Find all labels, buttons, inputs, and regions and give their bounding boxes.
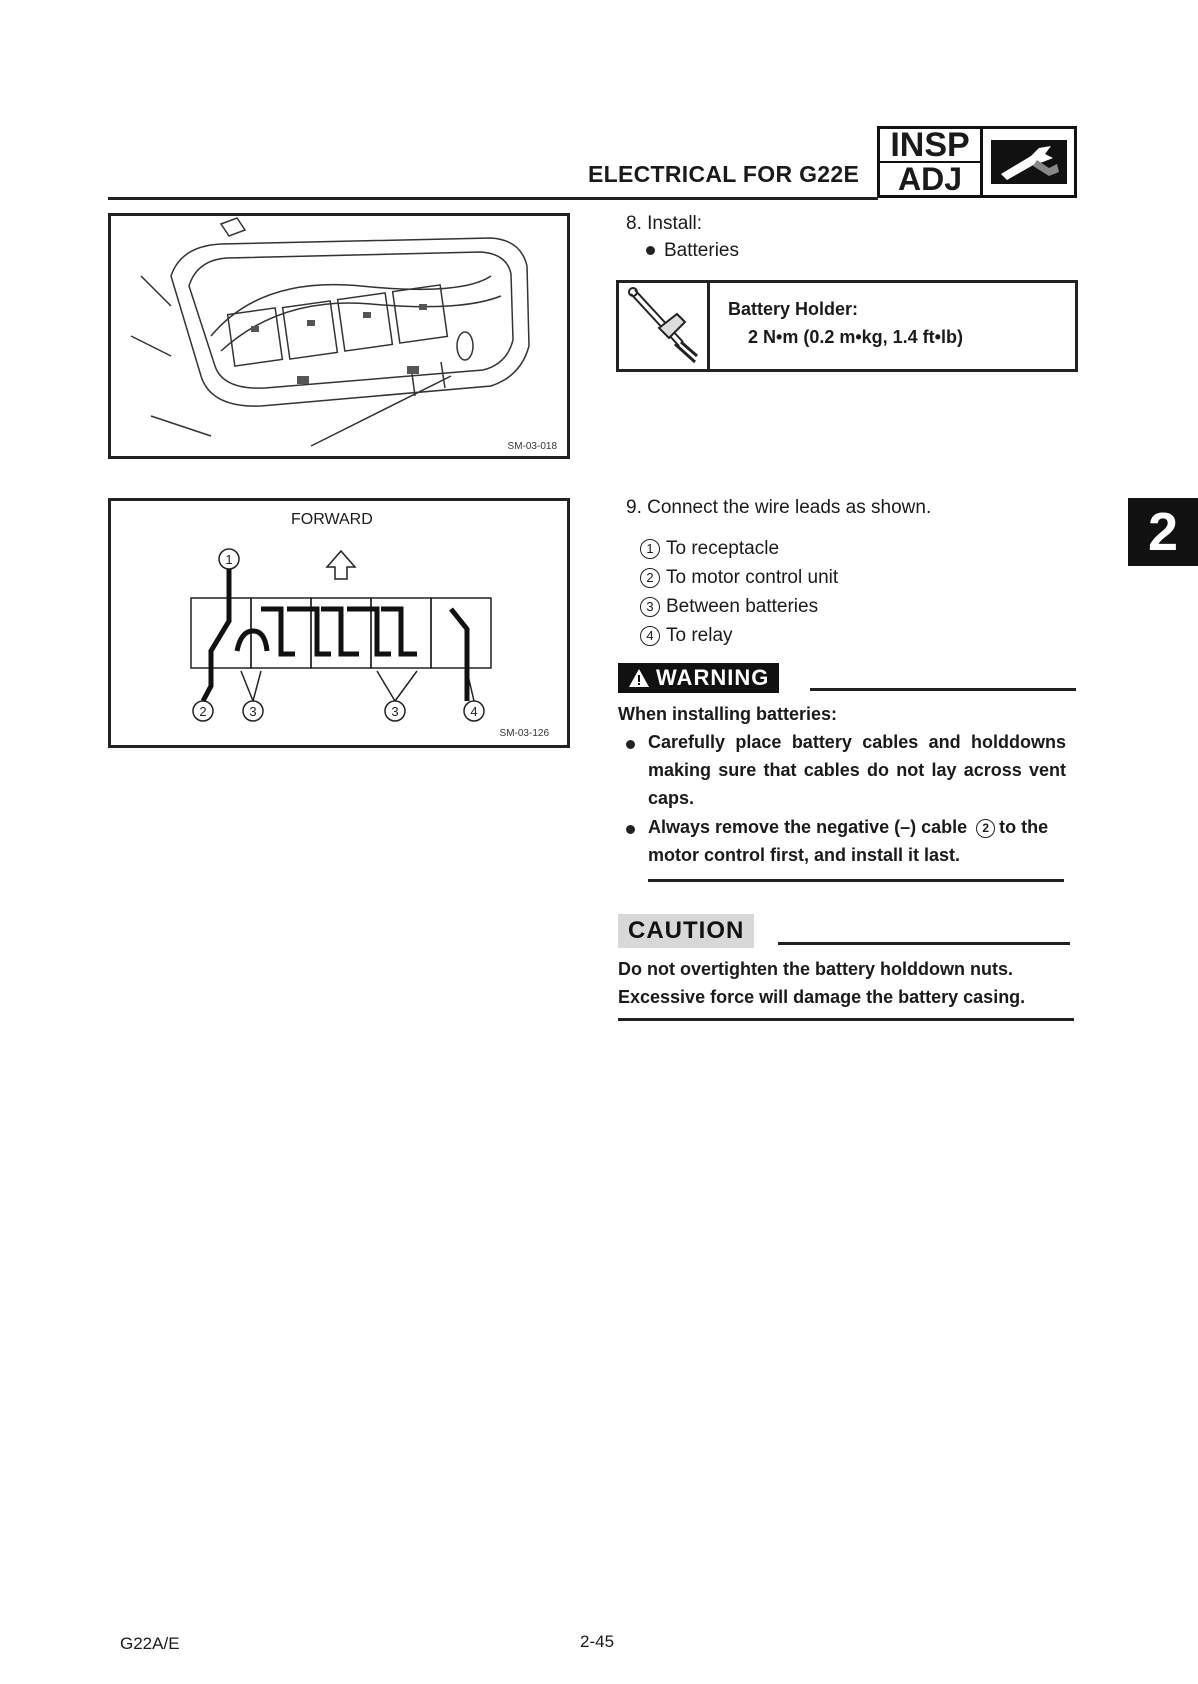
legend-item: 3 Between batteries — [640, 596, 818, 618]
step8-label: 8. Install: — [626, 213, 703, 234]
bullet-icon — [626, 825, 635, 834]
warning-intro: When installing batteries: — [618, 704, 838, 724]
warning-bullet-2: Always remove the negative (–) cable 2 to the motor control first, and install it last. — [648, 817, 1049, 865]
torque-spec-value: 2 N•m (0.2 m•kg, 1.4 ft•lb) — [748, 327, 963, 347]
torque-spec-box — [616, 280, 1078, 372]
callout-3a: 3 — [249, 704, 257, 719]
wrench-hand-icon — [983, 129, 1074, 195]
step9-label: 9. Connect the wire leads as shown. — [626, 497, 932, 518]
figure-code: SM-03-018 — [507, 441, 557, 452]
step8-item: Batteries — [664, 240, 739, 261]
callout-1: 1 — [225, 552, 233, 567]
figure-caption: FORWARD — [291, 511, 373, 528]
legend-item: 1 To receptacle — [640, 538, 779, 560]
badge-bottom-text: ADJ — [897, 161, 962, 197]
footer-page-number: 2-45 — [580, 1632, 615, 1651]
bullet-icon — [646, 246, 655, 255]
warning-rule — [810, 688, 1076, 691]
caution-end-rule — [618, 1018, 1074, 1021]
badge-top-text: INSP — [880, 129, 980, 163]
warning-end-rule — [648, 879, 1064, 882]
torque-wrench-icon — [619, 283, 710, 369]
caution-line-1: Do not overtighten the battery holddown nuts. — [618, 959, 1013, 979]
insp-adj-badge — [877, 126, 1077, 198]
callout-3b: 3 — [391, 704, 399, 719]
caution-badge: CAUTION — [618, 914, 754, 948]
page-header-title: ELECTRICAL FOR G22E — [588, 161, 860, 187]
warning-icon — [628, 668, 650, 688]
warning-badge: WARNING — [618, 663, 779, 693]
footer-model: G22A/E — [120, 1634, 180, 1653]
warning-bullet-1: Carefully place battery cables and holddowns making sure that cables do not lay across vent caps. — [648, 732, 1066, 808]
caution-rule — [778, 942, 1070, 945]
wiring-diagram-figure — [108, 498, 570, 748]
callout-2: 2 — [199, 704, 207, 719]
figure-code: SM-03-126 — [499, 728, 549, 739]
header-rule — [108, 197, 878, 200]
bullet-icon — [626, 740, 635, 749]
chapter-tab: 2 — [1128, 498, 1198, 566]
torque-spec-title: Battery Holder: — [728, 299, 859, 319]
wiring-diagram — [111, 501, 567, 745]
callout-4: 4 — [470, 704, 478, 719]
battery-compartment-illustration — [111, 216, 567, 456]
battery-compartment-figure — [108, 213, 570, 459]
legend-item: 4 To relay — [640, 625, 733, 647]
caution-line-2: Excessive force will damage the battery casing. — [618, 987, 1026, 1007]
legend-item: 2 To motor control unit — [640, 567, 838, 589]
